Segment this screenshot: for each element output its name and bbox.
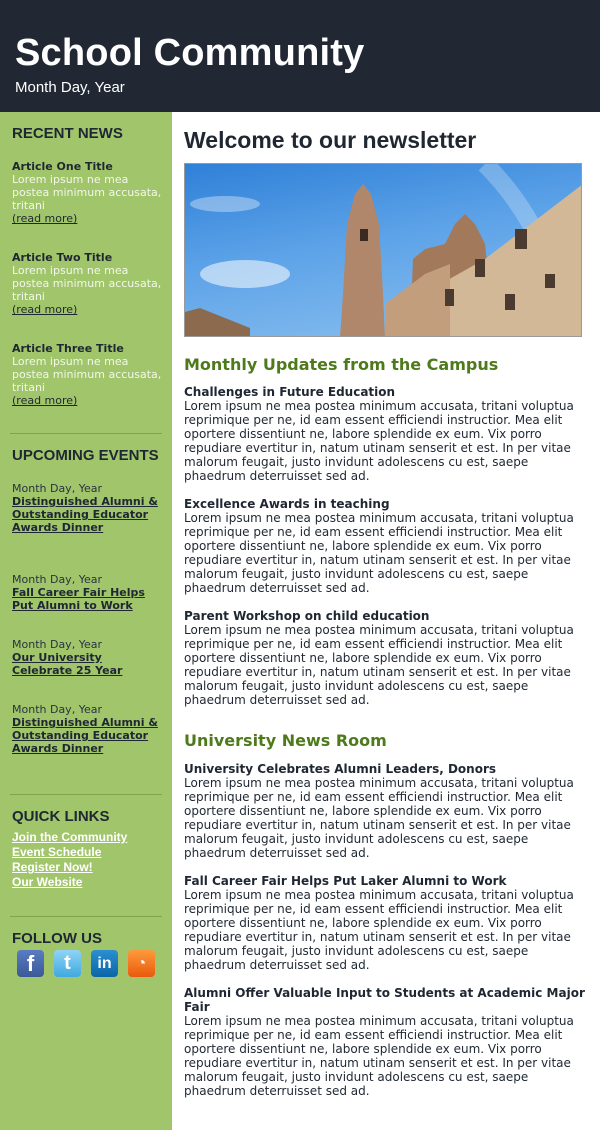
article-title: Parent Workshop on child education: [184, 609, 430, 623]
article-title: Alumni Offer Valuable Input to Students at Academic Major Fair: [184, 986, 585, 1014]
linkedin-icon[interactable]: in: [91, 950, 118, 977]
hero-image: [184, 163, 582, 337]
campus-building-illustration: [185, 164, 582, 337]
news-item-text: Lorem ipsum ne mea postea minimum accusata, tritani: [12, 264, 162, 303]
event-date: Month Day, Year: [12, 703, 102, 716]
article: [184, 497, 589, 595]
event-item: [12, 573, 162, 612]
article-body: Lorem ipsum ne mea postea minimum accusata, tritani voluptua reprimique per ne, id eam essent efficiendi instructior. Mea elit oportere dissentiunt ne, labore splendide ex eum. Vix porro repudiare evertitur in, natum utinam senserit et est. In per vitae malorum feugait, justo invidunt adolescens cu est, saepe phaedrum deterruisset sed ad.: [184, 888, 574, 972]
divider: [10, 794, 162, 795]
section-heading-news-room: University News Room: [184, 731, 387, 750]
event-item: [12, 482, 162, 534]
article: [184, 874, 589, 972]
article-body: Lorem ipsum ne mea postea minimum accusata, tritani voluptua reprimique per ne, id eam essent efficiendi instructior. Mea elit oportere dissentiunt ne, labore splendide ex eum. Vix porro repudiare evertitur in, natum utinam senserit et est. In per vitae malorum feugait, justo invidunt adolescens cu est, saepe phaedrum deterruisset sed ad.: [184, 511, 574, 595]
header: [0, 0, 600, 112]
newsletter-title: School Community: [15, 32, 365, 74]
event-item: [12, 638, 162, 677]
event-date: Month Day, Year: [12, 482, 102, 495]
quick-link-register[interactable]: Register Now!: [12, 860, 93, 874]
article-title: Challenges in Future Education: [184, 385, 396, 399]
event-link[interactable]: Fall Career Fair Helps Put Alumni to Work: [12, 586, 145, 612]
news-item-text: Lorem ipsum ne mea postea minimum accusata, tritani: [12, 173, 162, 212]
news-item-title: Article One Title: [12, 160, 113, 173]
quick-links-heading: QUICK LINKS: [12, 808, 110, 825]
news-item: [12, 251, 162, 316]
article: [184, 385, 589, 483]
section-heading-monthly-updates: Monthly Updates from the Campus: [184, 355, 499, 374]
twitter-icon[interactable]: t: [54, 950, 81, 977]
article: [184, 762, 589, 860]
read-more-link[interactable]: (read more): [12, 303, 78, 316]
article-body: Lorem ipsum ne mea postea minimum accusata, tritani voluptua reprimique per ne, id eam essent efficiendi instructior. Mea elit oportere dissentiunt ne, labore splendide ex eum. Vix porro repudiare evertitur in, natum utinam senserit et est. In per vitae malorum feugait, justo invidunt adolescens cu est, saepe phaedrum deterruisset sed ad.: [184, 776, 574, 860]
article-title: Excellence Awards in teaching: [184, 497, 390, 511]
article-title: Fall Career Fair Helps Put Laker Alumni to Work: [184, 874, 507, 888]
upcoming-events-heading: UPCOMING EVENTS: [12, 447, 159, 464]
rss-icon[interactable]: ◔: [128, 950, 155, 977]
divider: [10, 916, 162, 917]
divider: [10, 433, 162, 434]
news-item-title: Article Three Title: [12, 342, 124, 355]
recent-news-heading: RECENT NEWS: [12, 125, 123, 142]
article: [184, 609, 589, 707]
article-body: Lorem ipsum ne mea postea minimum accusata, tritani voluptua reprimique per ne, id eam essent efficiendi instructior. Mea elit oportere dissentiunt ne, labore splendide ex eum. Vix porro repudiare evertitur in, natum utinam senserit et est. In per vitae malorum feugait, justo invidunt adolescens cu est, saepe phaedrum deterruisset sed ad.: [184, 399, 574, 483]
event-date: Month Day, Year: [12, 573, 102, 586]
article-title: University Celebrates Alumni Leaders, Donors: [184, 762, 497, 776]
news-item-text: Lorem ipsum ne mea postea minimum accusata, tritani: [12, 355, 162, 394]
newsletter-date: Month Day, Year: [15, 79, 125, 96]
event-date: Month Day, Year: [12, 638, 102, 651]
news-item: [12, 342, 162, 407]
follow-us-heading: FOLLOW US: [12, 930, 102, 947]
article: [184, 986, 589, 1098]
sidebar: [0, 112, 172, 1130]
event-link[interactable]: Distinguished Alumni & Outstanding Educator Awards Dinner: [12, 495, 158, 534]
quick-link-website[interactable]: Our Website: [12, 875, 83, 889]
article-body: Lorem ipsum ne mea postea minimum accusata, tritani voluptua reprimique per ne, id eam essent efficiendi instructior. Mea elit oportere dissentiunt ne, labore splendide ex eum. Vix porro repudiare evertitur in, natum utinam senserit et est. In per vitae malorum feugait, justo invidunt adolescens cu est, saepe phaedrum deterruisset sed ad.: [184, 1014, 574, 1098]
read-more-link[interactable]: (read more): [12, 394, 78, 407]
event-link[interactable]: Our University Celebrate 25 Year: [12, 651, 123, 677]
event-link[interactable]: Distinguished Alumni & Outstanding Educator Awards Dinner: [12, 716, 158, 755]
read-more-link[interactable]: (read more): [12, 212, 78, 225]
facebook-icon[interactable]: f: [17, 950, 44, 977]
news-item-title: Article Two Title: [12, 251, 113, 264]
quick-link-event-schedule[interactable]: Event Schedule: [12, 845, 102, 859]
page-title: Welcome to our newsletter: [184, 127, 477, 153]
event-item: [12, 703, 162, 755]
quick-links-list: [12, 830, 127, 890]
article-body: Lorem ipsum ne mea postea minimum accusata, tritani voluptua reprimique per ne, id eam essent efficiendi instructior. Mea elit oportere dissentiunt ne, labore splendide ex eum. Vix porro repudiare evertitur in, natum utinam senserit et est. In per vitae malorum feugait, justo invidunt adolescens cu est, saepe phaedrum deterruisset sed ad.: [184, 623, 574, 707]
news-item: [12, 160, 162, 225]
quick-link-join[interactable]: Join the Community: [12, 830, 128, 844]
